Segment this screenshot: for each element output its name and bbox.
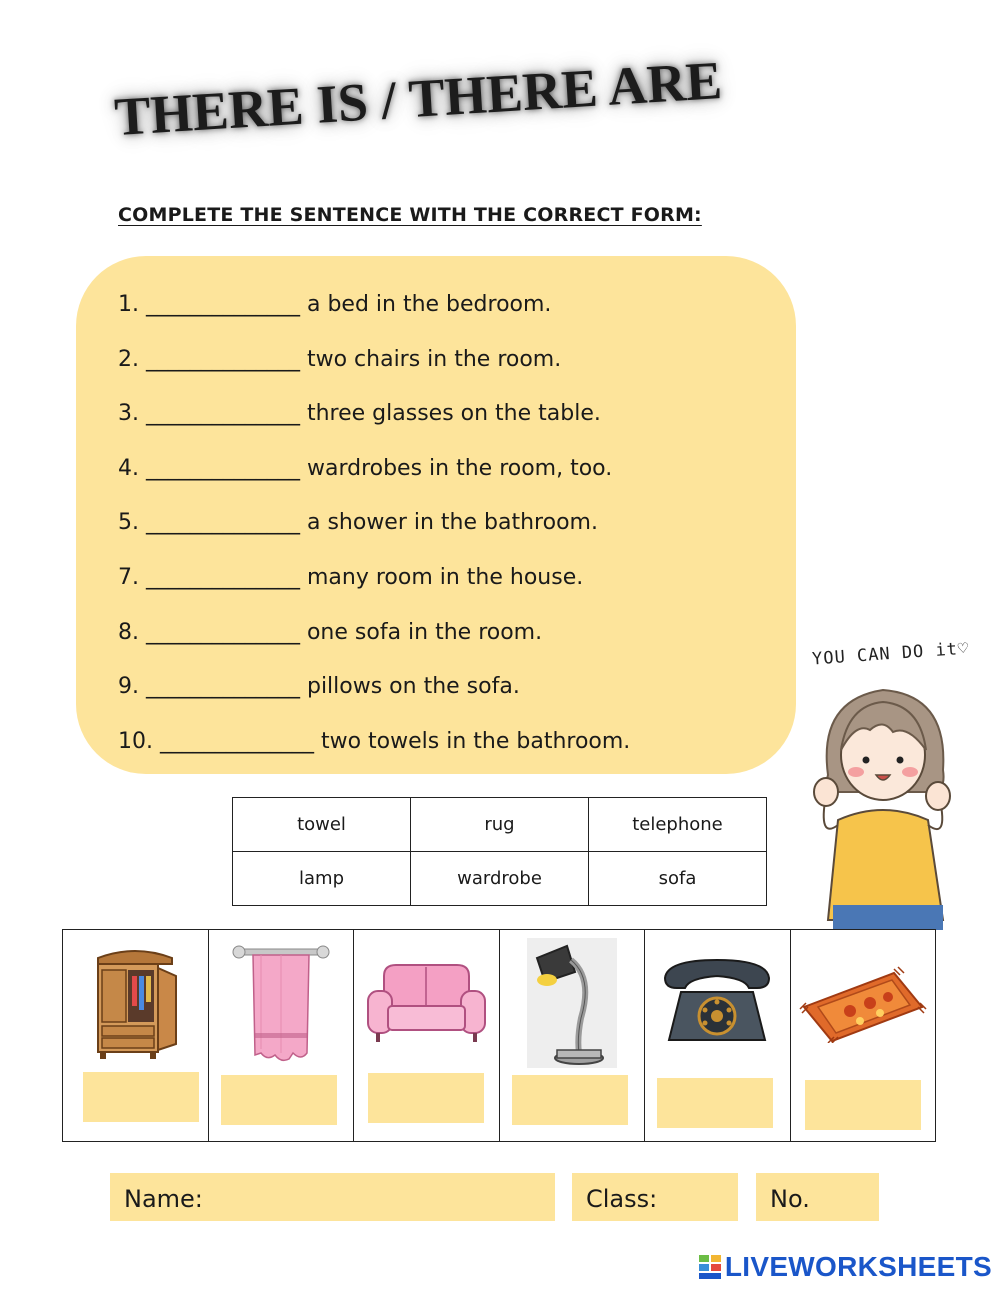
sentence-2[interactable]: 2. ______________ two chairs in the room. bbox=[118, 346, 562, 372]
word-bank-cell: wardrobe bbox=[411, 852, 589, 906]
sentence-5[interactable]: 5. ______________ a shower in the bathroom. bbox=[118, 510, 598, 536]
picture-cell bbox=[645, 930, 791, 1142]
picture-cell bbox=[499, 930, 645, 1142]
answer-box[interactable] bbox=[221, 1075, 337, 1125]
instruction-text: COMPLETE THE SENTENCE WITH THE CORRECT FORM: bbox=[118, 204, 702, 226]
name-field[interactable]: Name: bbox=[110, 1173, 555, 1221]
answer-box[interactable] bbox=[83, 1072, 199, 1122]
brand-name: LIVEWORKSHEETS bbox=[724, 1251, 992, 1282]
word-bank-cell: rug bbox=[411, 798, 589, 852]
picture-cell bbox=[354, 930, 500, 1142]
picture-cell bbox=[63, 930, 209, 1142]
answer-box[interactable] bbox=[368, 1073, 484, 1123]
number-field[interactable]: No. bbox=[756, 1173, 879, 1221]
rug-icon bbox=[798, 963, 928, 1043]
sofa-icon bbox=[364, 961, 489, 1046]
class-field[interactable]: Class: bbox=[572, 1173, 738, 1221]
sentence-8[interactable]: 8. ______________ one sofa in the room. bbox=[118, 619, 543, 645]
telephone-icon bbox=[657, 956, 777, 1051]
girl-illustration bbox=[808, 680, 958, 930]
towel-icon bbox=[231, 941, 331, 1066]
picture-table bbox=[62, 929, 936, 1142]
sentence-3[interactable]: 3. ______________ three glasses on the table. bbox=[118, 401, 601, 427]
lamp-icon bbox=[527, 938, 617, 1068]
word-bank-table bbox=[232, 797, 767, 906]
word-bank-cell: telephone bbox=[589, 798, 767, 852]
word-bank-cell: sofa bbox=[589, 852, 767, 906]
sentence-10[interactable]: 10. ______________ two towels in the bathroom. bbox=[118, 728, 631, 754]
liveworksheets-icon bbox=[699, 1255, 721, 1279]
word-bank-cell: towel bbox=[233, 798, 411, 852]
sentence-9[interactable]: 9. ______________ pillows on the sofa. bbox=[118, 674, 520, 700]
worksheet-title: THERE IS / THERE ARE bbox=[112, 50, 724, 148]
word-bank-cell: lamp bbox=[233, 852, 411, 906]
sentence-4[interactable]: 4. ______________ wardrobes in the room, too. bbox=[118, 455, 613, 481]
sentence-list bbox=[118, 278, 798, 769]
liveworksheets-logo bbox=[699, 1251, 992, 1283]
sentence-7[interactable]: 7. ______________ many room in the house. bbox=[118, 564, 584, 590]
picture-cell bbox=[208, 930, 354, 1142]
sentence-1[interactable]: 1. ______________ a bed in the bedroom. bbox=[118, 292, 552, 317]
answer-box[interactable] bbox=[805, 1080, 921, 1130]
speech-bubble-text: YOU CAN DO it♡ bbox=[811, 638, 970, 670]
answer-box[interactable] bbox=[512, 1075, 628, 1125]
wardrobe-icon bbox=[90, 946, 180, 1061]
answer-box[interactable] bbox=[657, 1078, 773, 1128]
picture-cell bbox=[790, 930, 936, 1142]
